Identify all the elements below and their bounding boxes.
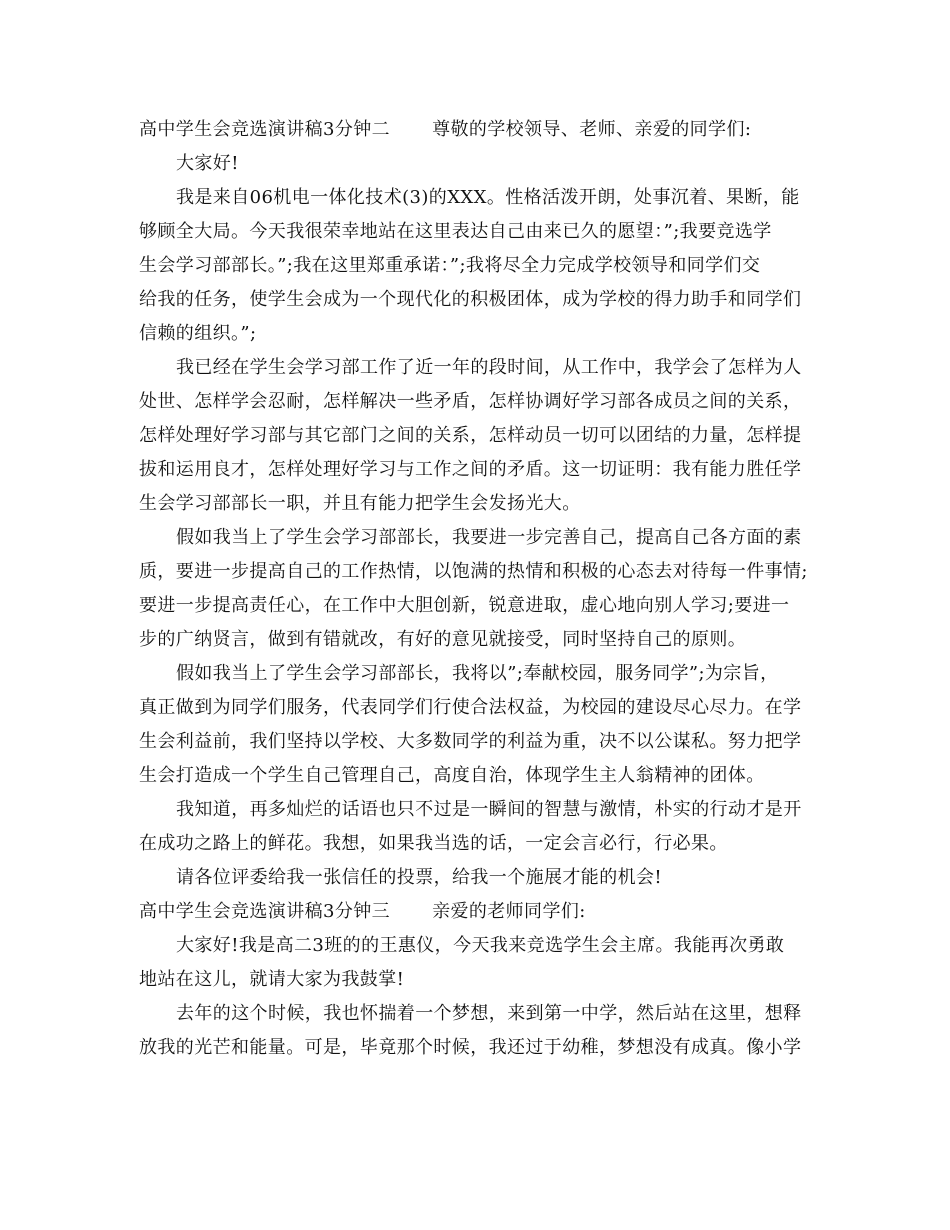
section3-title: 高中学生会竞选演讲稿3分钟三 — [139, 901, 391, 922]
paragraph-line: 生会学习部部长一职，并且有能力把学生会发扬光大。 — [139, 493, 581, 514]
paragraph-line: 生会利益前，我们坚持以学校、大多数同学的利益为重，决不以公谋私。努力把学 — [139, 731, 802, 752]
paragraph-line: 生会学习部部长。”;我在这里郑重承诺：”;我将尽全力完成学校领导和同学们交 — [139, 255, 761, 276]
section2-heading-line — [139, 120, 819, 140]
paragraph-line: 地站在这儿，就请大家为我鼓掌! — [139, 969, 405, 990]
paragraph-line: 假如我当上了学生会学习部部长，我要进一步完善自己，提高自己各方面的素 — [176, 527, 802, 548]
paragraph-line: 生会打造成一个学生自己管理自己，高度自治，体现学生主人翁精神的团体。 — [139, 765, 765, 786]
paragraph-line: 怎样处理好学习部与其它部门之间的关系，怎样动员一切可以团结的力量，怎样提 — [139, 425, 802, 446]
paragraph-line: 在成功之路上的鲜花。我想，如果我当选的话，一定会言必行，行必果。 — [139, 833, 728, 854]
section2-salutation: 尊敬的学校领导、老师、亲爱的同学们: — [432, 119, 752, 140]
paragraph-line: 放我的光芒和能量。可是，毕竟那个时候，我还过于幼稚，梦想没有成真。像小学 — [139, 1037, 802, 1058]
section2-title: 高中学生会竞选演讲稿3分钟二 — [139, 119, 391, 140]
paragraph-line: 我知道，再多灿烂的话语也只不过是一瞬间的智慧与激情，朴实的行动才是开 — [176, 799, 802, 820]
paragraph-line: 拔和运用良才，怎样处理好学习与工作之间的矛盾。这一切证明：我有能力胜任学 — [139, 459, 802, 480]
paragraph-line: 信赖的组织。”; — [139, 323, 257, 344]
paragraph-line: 要进一步提高责任心，在工作中大胆创新，锐意进取，虚心地向别人学习;要进一 — [139, 595, 790, 616]
paragraph-line: 给我的任务，使学生会成为一个现代化的积极团体，成为学校的得力助手和同学们 — [139, 289, 802, 310]
paragraph-line: 我已经在学生会学习部工作了近一年的段时间，从工作中，我学会了怎样为人 — [176, 357, 802, 378]
paragraph-line: 假如我当上了学生会学习部部长，我将以”;奉献校园，服务同学”;为宗旨， — [176, 663, 779, 684]
paragraph-line: 请各位评委给我一张信任的投票，给我一个施展才能的机会! — [176, 867, 663, 888]
paragraph-line: 处世、怎样学会忍耐，怎样解决一些矛盾，怎样协调好学习部各成员之间的关系， — [139, 391, 802, 412]
section3-salutation: 亲爱的老师同学们: — [432, 901, 586, 922]
paragraph-line: 真正做到为同学们服务，代表同学们行使合法权益，为校园的建设尽心尽力。在学 — [139, 697, 802, 718]
paragraph-line: 去年的这个时候，我也怀揣着一个梦想，来到第一中学，然后站在这里，想释 — [176, 1003, 802, 1024]
paragraph-line: 我是来自06机电一体化技术(3)的XXX。性格活泼开朗，处事沉着、果断，能 — [176, 187, 800, 208]
paragraph-line: 步的广纳贤言，做到有错就改，有好的意见就接受，同时坚持自己的原则。 — [139, 629, 747, 650]
paragraph-line: 大家好! — [176, 153, 239, 174]
paragraph-line: 大家好!我是高二3班的的王惠仪，今天我来竞选学生会主席。我能再次勇敢 — [176, 935, 785, 956]
paragraph-line: 够顾全大局。今天我很荣幸地站在这里表达自己由来已久的愿望：”;我要竞选学 — [139, 221, 772, 242]
section3-heading-line — [139, 902, 819, 922]
paragraph-line: 质，要进一步提高自己的工作热情，以饱满的热情和积极的心态去对待每一件事情; — [139, 561, 808, 582]
